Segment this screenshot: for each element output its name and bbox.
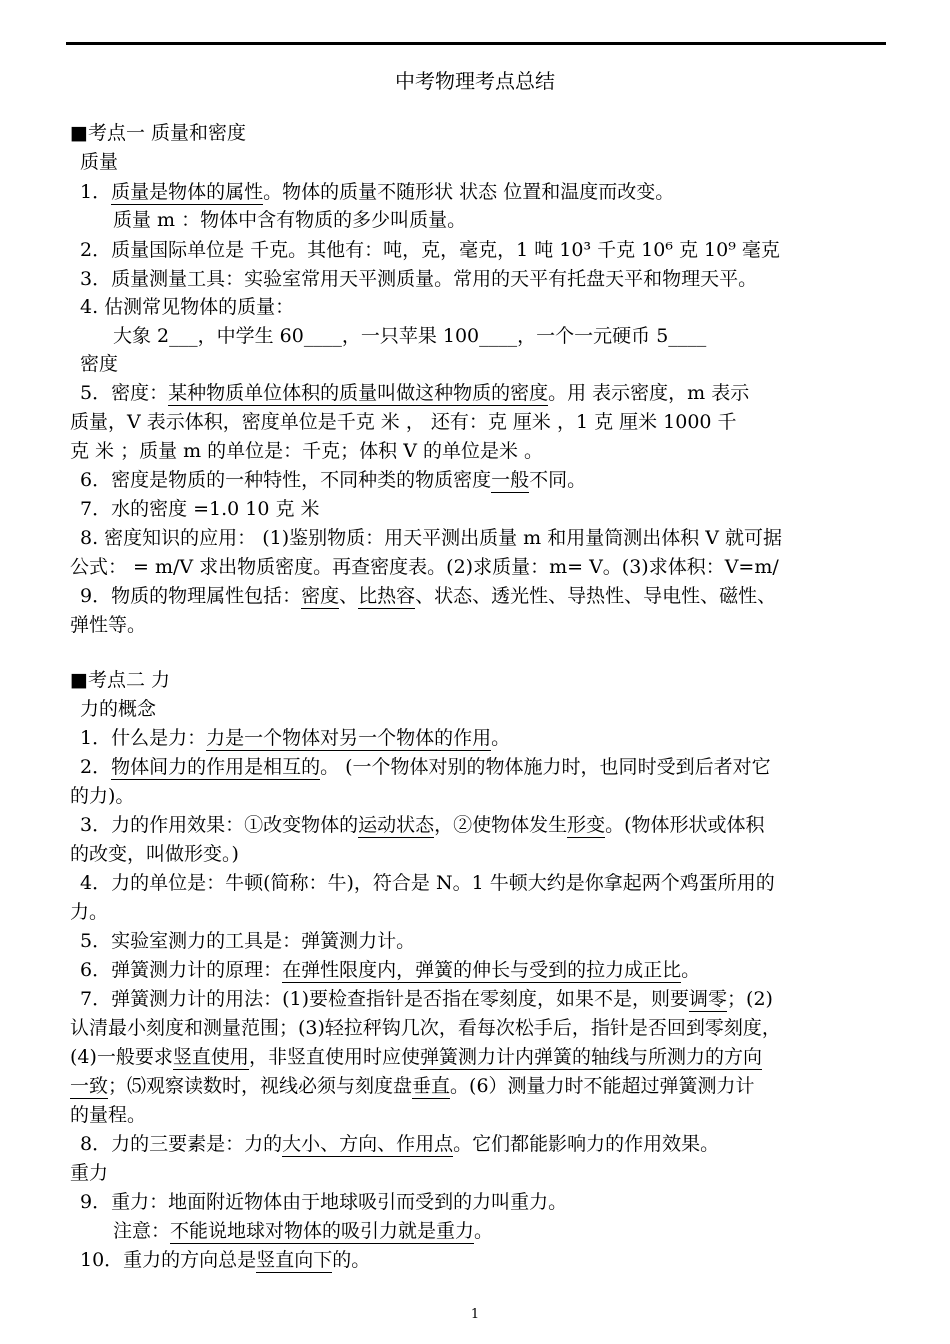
s2-item-4: 4．力的单位是：牛顿(简称：牛)，符合是 N。1 牛顿大约是你拿起两个鸡蛋所用的 xyxy=(80,872,775,894)
s1-item-4-examples: 大象 2___，中学生 60____，一只苹果 100____，一个一元硬币 5____ xyxy=(113,325,707,347)
s2-item-9-note-text: 。 xyxy=(474,1220,494,1242)
s1-item-6 xyxy=(80,468,586,492)
s2-item-7-underlined: 调零 xyxy=(689,988,728,1010)
s1-item-2: 2．质量国际单位是 千克。其他有：吨，克，毫克，1 吨 10³ 千克 10⁶ 克 10⁹ 毫克 xyxy=(80,239,780,261)
subheading-density: 密度 xyxy=(80,353,119,375)
s2-item-9-note-underlined: 不能说地球对物体的吸引力就是重力 xyxy=(170,1220,475,1242)
s2-item-9-note-prefix: 注意： xyxy=(113,1220,171,1242)
s1-item-8-cont: 公式： = m/V 求出物质密度。再查密度表。(2)求质量：m= V。(3)求体积：V=m/ xyxy=(70,556,779,578)
s2-item-7-cont-2-underlined-1: 竖直使用 xyxy=(172,1046,249,1068)
s2-item-2 xyxy=(80,755,771,779)
s2-item-7-cont-2-underlined-2: 弹簧测力计内弹簧的轴线与所测力的方向 xyxy=(419,1046,762,1068)
s2-item-7-cont-2 xyxy=(70,1045,762,1069)
subheading-force-concept: 力的概念 xyxy=(80,698,157,720)
s2-item-9: 9．重力：地面附近物体由于地球吸引而受到的力叫重力。 xyxy=(80,1191,568,1213)
s2-item-10-text: 的。 xyxy=(332,1249,371,1271)
s1-item-5-cont-1: 质量，V 表示体积，密度单位是千克 米 ， 还有：克 厘米 ，1 克 厘米 1000 千 xyxy=(70,411,737,433)
s1-item-9-underlined-2: 比热容 xyxy=(358,585,416,607)
s2-item-7-cont-3 xyxy=(70,1074,755,1098)
s1-item-7: 7．水的密度 =1.0 10 克 米 xyxy=(80,498,320,520)
s2-item-7-text: ；(2) xyxy=(727,988,773,1010)
s2-item-10-prefix: 10．重力的方向总是 xyxy=(80,1249,257,1271)
s2-item-6-text: 。 xyxy=(681,959,701,981)
s2-item-10-underlined: 竖直向下 xyxy=(256,1249,333,1271)
s1-item-6-text: 不同。 xyxy=(529,469,587,491)
s1-item-9-text: 、状态、透光性、导热性、导电性、磁性、 xyxy=(415,585,777,607)
s2-item-7-cont-3-mid: ；⑸观察读数时，视线必须与刻度盘 xyxy=(108,1075,413,1097)
s2-item-7-cont-3-underlined-1: 一致 xyxy=(70,1075,109,1097)
s2-item-9-note xyxy=(113,1219,493,1243)
s2-item-7-cont-2-mid: ，非竖直使用时应使 xyxy=(248,1046,420,1068)
s2-item-3-underlined-2: 形变 xyxy=(567,814,606,836)
s1-item-5-underlined: 某种物质单位体积的质量叫做这种物质的密度 xyxy=(168,382,549,404)
s1-item-9-cont: 弹性等。 xyxy=(70,614,147,636)
s2-item-3-cont: 的改变，叫做形变。) xyxy=(70,843,239,865)
s2-item-6 xyxy=(80,958,700,982)
s2-item-7 xyxy=(80,987,773,1011)
s1-item-5-text: 。用 表示密度，m 表示 xyxy=(548,382,750,404)
s1-item-5-cont-2: 克 米 ；质量 m 的单位是：千克；体积 V 的单位是米 。 xyxy=(70,440,544,462)
s2-item-3-prefix: 3．力的作用效果：①改变物体的 xyxy=(80,814,359,836)
s2-item-6-prefix: 6．弹簧测力计的原理： xyxy=(80,959,283,981)
s1-item-9-prefix: 9．物质的物理属性包括： xyxy=(80,585,302,607)
section-heading-2: ■考点二 力 xyxy=(70,669,170,691)
s2-item-1-text: 。 xyxy=(491,727,511,749)
s2-item-8-text: 。它们都能影响力的作用效果。 xyxy=(453,1133,720,1155)
s2-item-2-cont: 的力)。 xyxy=(70,785,135,807)
s1-item-1-prefix: 1． xyxy=(80,181,112,203)
subheading-mass: 质量 xyxy=(80,151,119,173)
s2-item-7-cont-2-prefix: (4)一般要求 xyxy=(70,1046,173,1068)
s2-item-2-text: 。 (一个物体对别的物体施力时，也同时受到后者对它 xyxy=(320,756,771,778)
s2-item-8-prefix: 8．力的三要素是：力的 xyxy=(80,1133,283,1155)
s1-item-6-underlined: 一般 xyxy=(491,469,530,491)
s2-item-1-underlined: 力是一个物体对另一个物体的作用 xyxy=(206,727,492,749)
page-number: 1 xyxy=(470,1307,480,1322)
s1-item-9 xyxy=(80,584,776,608)
s2-item-10 xyxy=(80,1248,370,1272)
s2-item-7-prefix: 7．弹簧测力计的用法：(1)要检查指针是否指在零刻度，如果不是，则要 xyxy=(80,988,690,1010)
section-heading-1: ■考点一 质量和密度 xyxy=(70,122,246,144)
s2-item-4-cont: 力。 xyxy=(70,901,109,923)
s1-item-4: 4. 估测常见物体的质量： xyxy=(80,296,295,318)
s1-item-5 xyxy=(80,381,749,405)
s1-item-1-underlined: 质量是物体的属性 xyxy=(111,181,264,203)
s2-item-8-underlined: 大小、方向、作用点 xyxy=(282,1133,454,1155)
s2-item-2-underlined: 物体间力的作用是相互的 xyxy=(111,756,321,778)
s2-item-1 xyxy=(80,726,510,750)
s2-item-8 xyxy=(80,1132,719,1156)
top-rule xyxy=(66,42,886,45)
s2-item-7-cont-4: 的量程。 xyxy=(70,1104,147,1126)
s2-item-7-cont-1: 认清最小刻度和测量范围；(3)轻拉秤钩几次，看每次松手后，指针是否回到零刻度， xyxy=(70,1017,781,1039)
s2-item-3 xyxy=(80,813,765,837)
s1-item-8: 8. 密度知识的应用： (1)鉴别物质：用天平测出质量 m 和用量筒测出体积 V 就可据 xyxy=(80,527,783,549)
s2-item-2-prefix: 2． xyxy=(80,756,112,778)
s2-item-3-mid: ，②使物体发生 xyxy=(434,814,568,836)
s1-item-9-sep: 、 xyxy=(339,585,359,607)
s1-item-1-text: 。物体的质量不随形状 状态 位置和温度而改变。 xyxy=(263,181,675,203)
s1-item-5-prefix: 5．密度： xyxy=(80,382,169,404)
s2-item-6-underlined: 在弹性限度内，弹簧的伸长与受到的拉力成正比 xyxy=(282,959,682,981)
s1-item-6-prefix: 6．密度是物质的一种特性，不同种类的物质密度 xyxy=(80,469,492,491)
s2-item-1-prefix: 1．什么是力： xyxy=(80,727,207,749)
s2-item-7-cont-3-underlined-2: 垂直 xyxy=(412,1075,451,1097)
s2-item-3-underlined-1: 运动状态 xyxy=(358,814,435,836)
s1-item-1-definition: 质量 m ：物体中含有物质的多少叫质量。 xyxy=(113,209,467,231)
s2-item-3-text: 。(物体形状或体积 xyxy=(605,814,765,836)
s1-item-1 xyxy=(80,180,674,204)
s2-item-5: 5．实验室测力的工具是：弹簧测力计。 xyxy=(80,930,416,952)
page-title: 中考物理考点总结 xyxy=(395,69,555,93)
s1-item-3: 3．质量测量工具：实验室常用天平测质量。常用的天平有托盘天平和物理天平。 xyxy=(80,268,758,290)
s1-item-9-underlined-1: 密度 xyxy=(301,585,340,607)
s2-item-7-cont-3-text: 。(6）测量力时不能超过弹簧测力计 xyxy=(450,1075,755,1097)
subheading-gravity: 重力 xyxy=(70,1162,109,1184)
